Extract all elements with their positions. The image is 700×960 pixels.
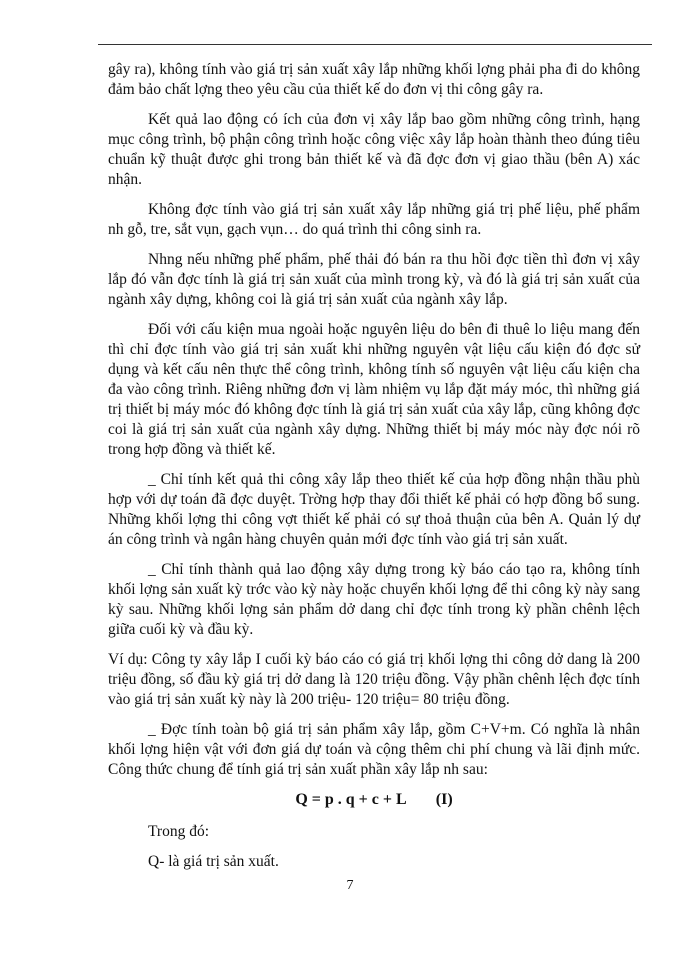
header-rule	[98, 44, 652, 45]
formula	[108, 790, 640, 810]
paragraph-7: _ Chỉ tính thành quả lao động xây dựng trong kỳ báo cáo tạo ra, không tính khối lợng sản xuất kỳ trớc vào kỳ này hoặc chuyển khối lợng để thi công kỳ này sang kỳ sau. Những khối lợng sản phẩm dở dang chỉ đợc tính trong kỳ phần chênh lệch giữa cuối kỳ và đầu kỳ.	[108, 561, 640, 638]
paragraph-1: gây ra), không tính vào giá trị sản xuất xây lắp những khối lợng phải pha đi do không đảm bảo chất lợng theo yêu cầu của thiết kế do đơn vị thi công gây ra.	[108, 61, 640, 98]
formula-label: (I)	[435, 791, 453, 808]
paragraph-4: Nhng nếu những phế phẩm, phế thải đó bán ra thu hồi đợc tiền thì đơn vị xây lắp đó vẫn đợc tính là giá trị sản xuất của mình trong kỳ, và đó là giá trị sản xuất của ngành xây dựng, không coi là giá trị sản xuất của ngành xây lắp.	[108, 251, 640, 308]
paragraph-2: Kết quả lao động có ích của đơn vị xây lắp bao gồm những công trình, hạng mục công trình, bộ phận công trình hoặc công việc xây lắp hoàn thành theo đúng tiêu chuẩn kỹ thuật được ghi trong bản thiết kế và đã đợc đơn vị giao thầu (bên A) xác nhận.	[108, 111, 640, 188]
page-number: 7	[346, 878, 354, 893]
paragraph-5: Đối với cấu kiện mua ngoài hoặc nguyên liệu do bên đi thuê lo liệu mang đến thì chỉ đợc tính vào giá trị sản xuất khi những nguyên vật liệu cấu kiện đó đợc sử dụng và kết cấu nên thực thể công trình, không tính số nguyên vật liệu cấu kiện cha đa vào công trình. Riêng những đơn vị làm nhiệm vụ lắp đặt máy móc, thì những giá trị thiết bị máy móc đó không đợc tính là giá trị sản xuất của xây lắp, cũng không đợc coi là giá trị sản xuất của ngành xây dựng. Những thiết bị máy móc này đợc nói rõ trong hợp đồng và thiết kế.	[108, 321, 640, 458]
paragraph-6: _ Chỉ tính kết quả thi công xây lắp theo thiết kế của hợp đồng nhận thầu phù hợp với dự toán đã đợc duyệt. Trờng hợp thay đổi thiết kế phải có hợp đồng bổ sung. Những khối lợng thi công vợt thiết kế phải có sự thoả thuận của bên A. Quản lý dự án công trình và ngân hàng chuyên quản mới đợc tính vào giá trị sản xuất.	[108, 471, 640, 548]
paragraph-9: _ Đợc tính toàn bộ giá trị sản phẩm xây lắp, gồm C+V+m. Có nghĩa là nhân khối lợng hiện vật với đơn giá dự toán và cộng thêm chi phí chung và lãi định mức. Công thức chung để tính giá trị sản xuất phần xây lắp nh sau:	[108, 721, 640, 778]
q-definition-line: Q- là giá trị sản xuất.	[148, 853, 279, 870]
paragraph-8: Ví dụ: Công ty xây lắp I cuối kỳ báo cáo có giá trị khối lợng thi công dở dang là 200 triệu đồng, số đầu kỳ giá trị dở dang là 120 triệu đồng. Vậy phần chênh lệch đợc tính vào giá trị sản xuất kỳ này là 200 triệu- 120 triệu= 80 triệu đồng.	[108, 651, 640, 708]
paragraph-3: Không đợc tính vào giá trị sản xuất xây lắp những giá trị phế liệu, phế phẩm nh gỗ, tre, sắt vụn, gạch vụn… do quá trình thi công sinh ra.	[108, 201, 640, 238]
formula-expression: Q = p . q + c + L	[295, 791, 406, 808]
page-body	[108, 60, 640, 882]
trong-do-line: Trong đó:	[148, 823, 210, 840]
